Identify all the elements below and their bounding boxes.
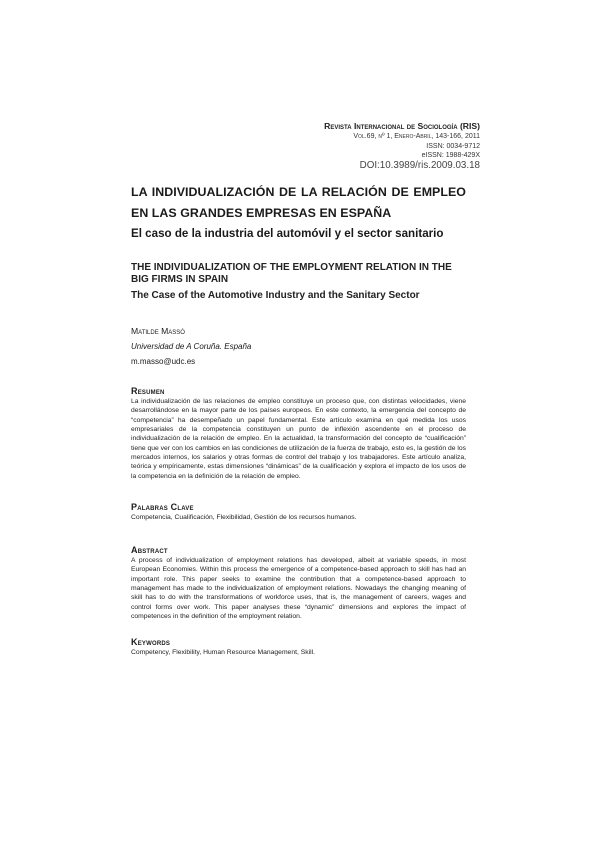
abstract-heading: Abstract (131, 545, 168, 555)
journal-volume: Vol.69, nº 1, Enero-Abril, 143-166, 2011 (353, 133, 480, 141)
author-email[interactable]: m.masso@udc.es (131, 357, 196, 366)
journal-issn: ISSN: 0034-9712 (426, 142, 480, 150)
resumen-section (131, 386, 466, 481)
journal-name: Revista Internacional de Sociología (RIS) (324, 121, 480, 131)
author-name: Matilde Massó (131, 326, 185, 336)
journal-doi: DOI:10.3989/ris.2009.03.18 (359, 160, 480, 172)
subtitle-english: The Case of the Automotive Industry and the Sanitary Sector (131, 290, 420, 301)
abstract-text: A process of individualization of employment relations has developed, albeit at variable speeds, in most European Economies. Within this process the emergence of a competence-based approach to skill has had an important role. This paper seeks to examine the contribution that a competence-based approach to management has made to the individualization of employment relations. Nowadays the changing meaning of skill has to do with the transformations of workforce uses, that is, the management of careers, wages and control forms over work. This paper analyses these “dynamic” dimensions and explores the impact of competences in the definition of the employment relation. (131, 557, 466, 621)
palabras-clave-section (131, 502, 466, 522)
journal-eissn: eISSN: 1988-429X (421, 152, 480, 160)
author-affiliation: Universidad de A Coruña. España (131, 342, 252, 351)
title-spanish: LA INDIVIDUALIZACIÓN DE LA RELACIÓN DE EMPLEO EN LAS GRANDES EMPRESAS EN ESPAÑA (131, 185, 466, 220)
palabras-clave-heading: Palabras Clave (131, 502, 194, 512)
title-english: THE INDIVIDUALIZATION OF THE EMPLOYMENT RELATION IN THE BIG FIRMS IN SPAIN (131, 262, 452, 286)
keywords-heading: Keywords (131, 637, 171, 647)
palabras-clave-text: Competencia, Cualificación, Flexibilidad, Gestión de los recursos humanos. (131, 514, 357, 521)
subtitle-spanish: El caso de la industria del automóvil y el sector sanitario (131, 227, 444, 240)
keywords-section (131, 637, 466, 657)
resumen-text: La individualización de las relaciones de empleo constituye un proceso que, con distintas velocidades, viene desarrollándose en la mayor parte de los países europeos. En este contexto, la emergencia del concepto de “competencia” ha desempeñado un papel fundamental. Este artículo examina en qué medida los usos empresariales de la competencia constituyen un punto de inflexión ascendente en el proceso de individualización de la relación de empleo. En la actualidad, la transformación del concepto de “cualificación” tiene que ver con los cambios en las condiciones de utilización de la fuerza de trabajo, esto es, la gestión de los mercados internos, los salarios y otras formas de control del trabajo y los trabajadores. Este artículo analiza, teórica y empíricamente, estas dimensiones “dinámicas” de la cualificación y explora el impacto de los usos de la competencia en la definición de la relación de empleo. (131, 398, 466, 480)
title-block (131, 182, 466, 243)
journal-header (324, 122, 480, 171)
keywords-text: Competency, Flexibility, Human Resource Management, Skill. (131, 649, 315, 656)
abstract-section (131, 545, 466, 621)
resumen-heading: Resumen (131, 386, 165, 396)
author-block (131, 324, 466, 369)
